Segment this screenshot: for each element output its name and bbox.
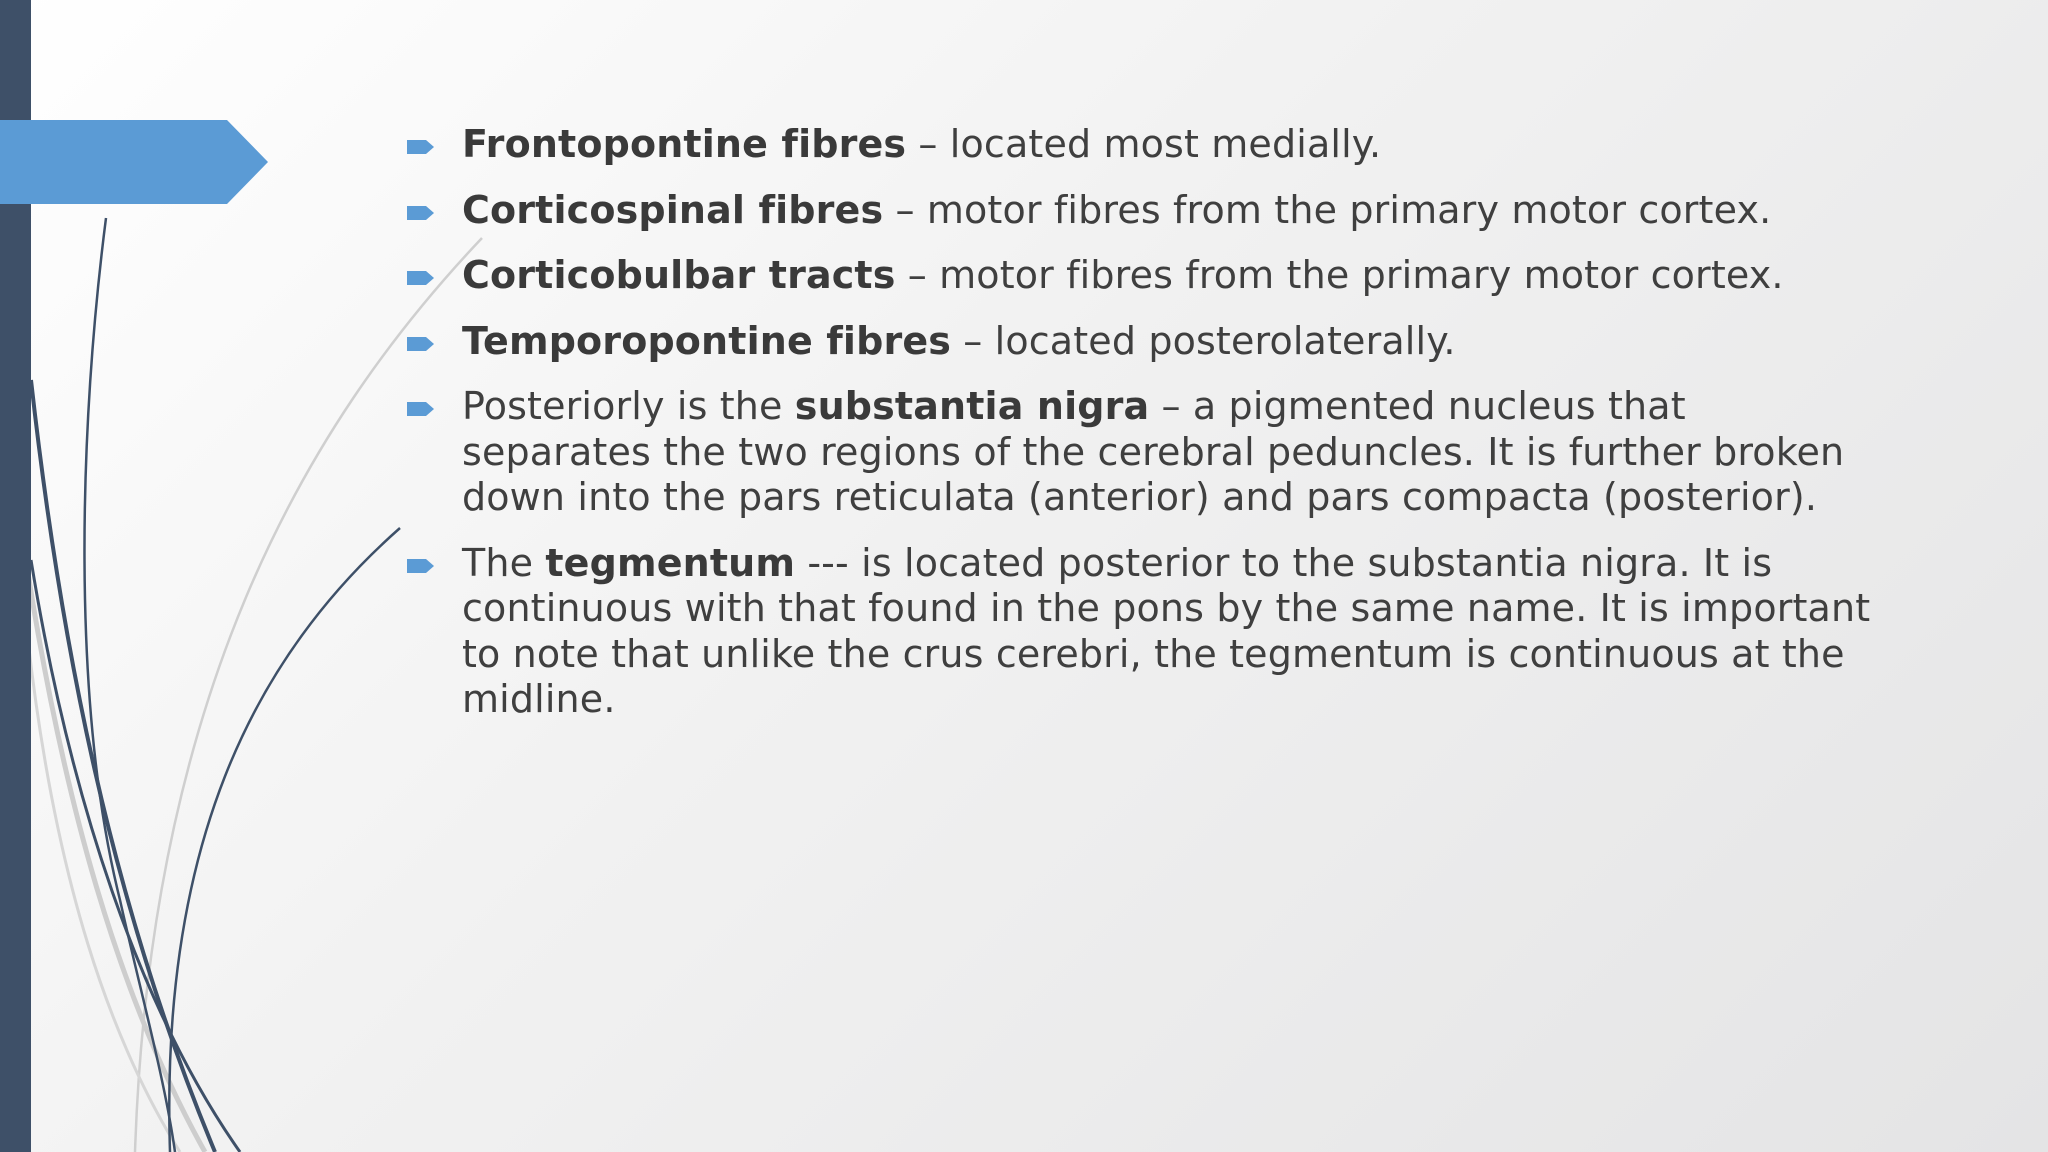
right-arrow-bullet-icon <box>407 401 435 417</box>
bullet-item <box>403 253 1873 299</box>
right-arrow-bullet-icon <box>407 270 435 286</box>
title-arrow-flag <box>0 0 270 210</box>
bullet-text: – a pigmented nucleus that separates the two regions of the cerebral peduncles. It is further broken down into the pars reticulata (anterior) and pars compacta (posterior). <box>462 384 1845 519</box>
bullet-item <box>403 188 1873 234</box>
bullet-prefix: Posteriorly is the <box>462 384 795 428</box>
bullet-text: – motor fibres from the primary motor cortex. <box>883 187 1772 232</box>
bullet-text: – motor fibres from the primary motor cortex. <box>895 253 1784 297</box>
bullet-term: tegmentum <box>545 540 796 585</box>
bullet-term: Frontopontine fibres <box>462 122 907 166</box>
bullet-text: – located posterolaterally. <box>951 318 1456 363</box>
right-arrow-bullet-icon <box>407 558 435 574</box>
bullet-item <box>403 541 1873 723</box>
right-arrow-bullet-icon <box>407 336 435 352</box>
bullet-term: substantia nigra <box>794 384 1150 428</box>
bullet-item <box>403 122 1873 168</box>
right-arrow-bullet-icon <box>407 139 435 155</box>
bullet-text: – located most medially. <box>906 122 1382 166</box>
bullet-term: Corticobulbar tracts <box>462 253 896 297</box>
bullet-item <box>403 384 1873 521</box>
bullet-list <box>403 122 1873 743</box>
bullet-item <box>403 319 1873 365</box>
bullet-term: Corticospinal fibres <box>462 187 884 232</box>
right-arrow-bullet-icon <box>407 205 435 221</box>
bullet-term: Temporopontine fibres <box>462 318 952 363</box>
bullet-text: --- is located posterior to the substantia nigra. It is continuous with that found in the pons by the same name. It is important to note that unlike the crus cerebri, the tegmentum is continuous at the midline. <box>462 540 1871 721</box>
bullet-prefix: The <box>462 540 546 585</box>
